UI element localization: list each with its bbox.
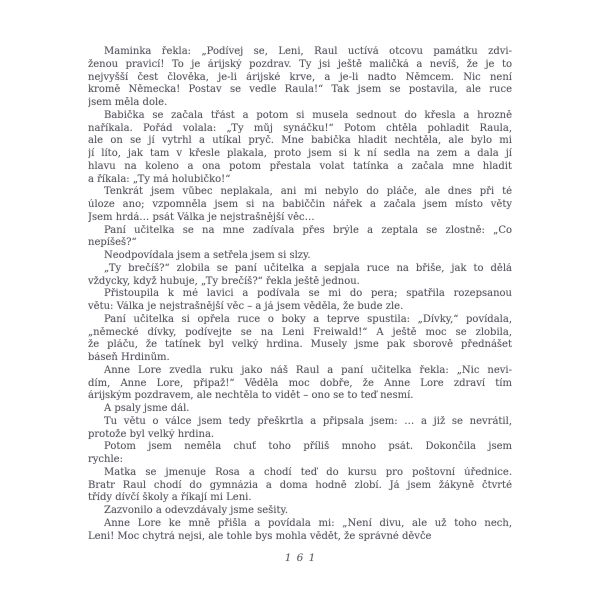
text-line: že pláču, že tatínek byl velký hrdina. Musely jsme pak sborově přednášet — [88, 339, 512, 351]
text-line: nejvyšší čest člověka, je-li árijské krve, a je-li nadto Němcem. Nic není — [88, 71, 512, 83]
text-line: Zazvonilo a odevzdávaly jsme sešity. — [104, 505, 288, 516]
text-line: Bratr Raul chodí do gymnázia a doma hodně zlobí. Já jsem žákyně čtvrté — [88, 479, 512, 491]
text-line: Babička se začala třást a potom si musela sednout do křesla a hrozně — [104, 109, 512, 121]
text-line: Přistoupila k mé lavici a podívala se mi do pera; spatřila rozepsanou — [104, 288, 512, 300]
text-line: Tu větu o válce jsem tedy přeškrtla a připsala jsem: … a již se nevrátil, — [104, 415, 512, 427]
text-line: Jsem hrdá… psát Válka je nejstrašnější věc… — [88, 211, 315, 223]
text-line: „německé dívky, podívejte se na Leni Freiwald!“ A ještě moc se zlobila, — [88, 326, 512, 338]
text-line: větu: Válka je nejstrašnější věc – a já jsem věděla, že bude zle. — [88, 301, 404, 312]
text-line: třídy dívčí školy a říkají mi Leni. — [88, 492, 252, 504]
text-line: úloze ano; vzpomněla jsem si na babiččin nářek a začala jsem místo věty — [88, 199, 512, 210]
text-line: a říkala: „Ty má holubičko!“ — [88, 173, 231, 185]
text-line: kromě Německa! Postav se vedle Raula!“ Tak jsem se postavila, ale ruce — [88, 84, 512, 96]
text-line: Maminka řekla: „Podívej se, Leni, Raul uctívá otcovu památku zdvi- — [104, 46, 512, 57]
text-line: rychle: — [88, 454, 123, 465]
text-line: Anne Lore ke mně přišla a povídala mi: „Není divu, ale už toho nech, — [104, 517, 512, 529]
text-line: Paní učitelka si opřela ruce o boky a teprve spustila: „Dívky,“ povídala, — [104, 313, 512, 325]
page-number: 161 — [284, 552, 321, 564]
text-line: vždycky, když hubuje, „Ty brečíš?“ řekla ještě jednou. — [88, 275, 360, 287]
text-line: Paní učitelka se na mne zadívala přes brýle a zeptala se zlostně: „Co — [104, 224, 512, 236]
text-line: jí líto, jak tam v křesle plakala, proto jsem si k ní sedla na zem a dala jí — [88, 148, 512, 159]
text-line: Potom jsem neměla chuť toho příliš mnoho psát. Dokončila jsem — [104, 441, 512, 453]
text-line: dím, Anne Lore, připaž!“ Věděla moc dobře, že Anne Lore zdraví tím — [88, 377, 512, 389]
text-line: Tenkrát jsem vůbec neplakala, ani mi nebylo do pláče, ale dnes při té — [104, 186, 512, 198]
text-line: báseň Hrdinům. — [88, 352, 170, 363]
text-line: árijským pozdravem, ale nechtěla to vidět – ono se to teď nesmí. — [88, 390, 414, 402]
text-line: ale on se jí vytrhl a utíkal pryč. Mne babička hladit nechtěla, ale bylo mi — [88, 135, 512, 147]
text-line: ženou pravicí! To je árijský pozdrav. Ty jsi ještě maličká a nevíš, že je to — [88, 58, 512, 70]
page-text — [88, 46, 512, 543]
text-line: Leni! Moc chytrá nejsi, ale tohle bys mohla vědět, že správné děvče — [88, 530, 432, 542]
text-line: Neodpovídala jsem a setřela jsem si slzy. — [104, 250, 311, 261]
text-line: naříkala. Pořád volala: „Ty můj synáčku!“ Potom chtěla pohladit Raula, — [88, 122, 512, 134]
text-line: hlavu na koleno a ona potom přestala volat tatínka a začala mne hladit — [88, 160, 512, 172]
text-line: A psaly jsme dál. — [104, 403, 190, 414]
text-line: nepíšeš?“ — [88, 237, 137, 249]
text-line: protože byl velký hrdina. — [88, 428, 215, 440]
text-line: Anne Lore zvedla ruku jako náš Raul a paní učitelka řekla: „Nic nevi- — [104, 364, 512, 376]
text-line: „Ty brečíš?“ zlobila se paní učitelka a sepjala ruce na břiše, jak to dělá — [104, 262, 512, 274]
text-line: Matka se jmenuje Rosa a chodí teď do kursu pro poštovní úřednice. — [104, 466, 512, 478]
text-line: jsem měla dole. — [88, 97, 168, 108]
